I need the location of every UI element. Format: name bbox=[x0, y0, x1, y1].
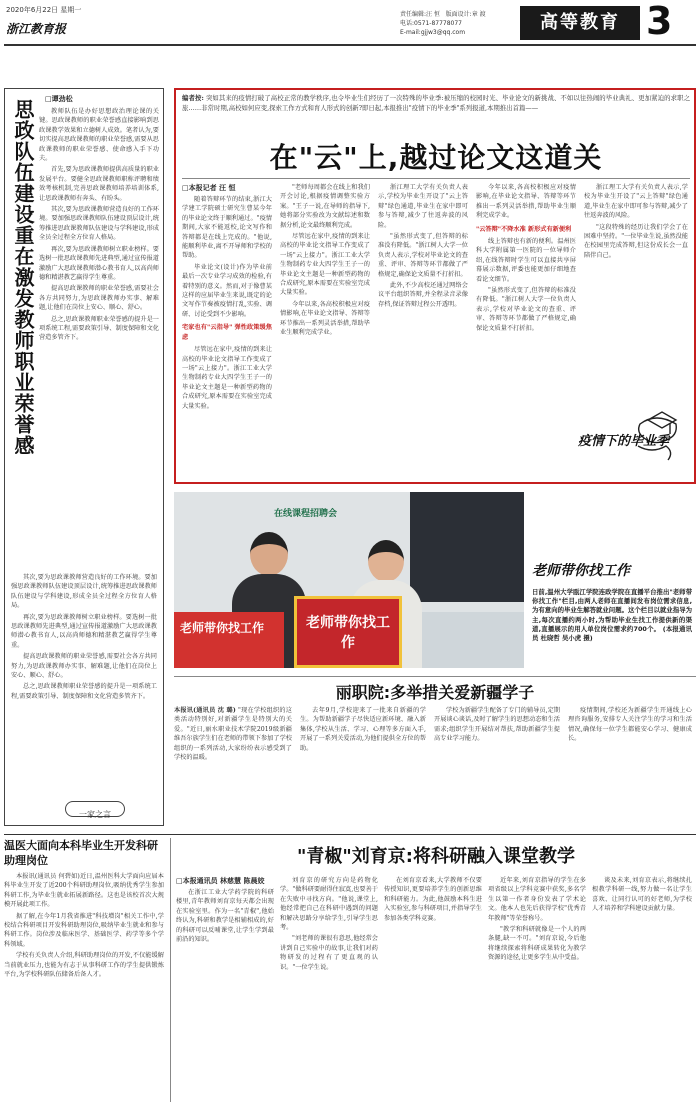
page-number: 3 bbox=[646, 0, 673, 43]
lead-paragraph: 毕业论文(设计)作为毕业前最后一次专业学习成效的检验,有着特别的意义。然而,对于像曹某这样的应届毕业生来说,既定的论文写作节奏被疫情打乱,实验、调研、讨论受到不少影响。 bbox=[182, 263, 272, 318]
photo-sign-text: 老师带你找工作 bbox=[306, 615, 390, 651]
lead-headline: 在"云"上,越过论文这道关 bbox=[269, 141, 603, 174]
left-paragraph: 总之,思政课教师职业荣誉感的提升是一项系统工程,需要政策引导、制度保障和文化营造多管齐下。 bbox=[11, 683, 157, 700]
left-column-title: 思政队伍建设重在激发教师职业荣誉感 bbox=[11, 99, 35, 456]
bottom-column-2 bbox=[280, 876, 378, 1102]
lijian-byline: 本报讯(通讯员 沈 璐) bbox=[174, 707, 236, 714]
left-paragraph: 再次,要为思政课教师树立职业榜样。要选树一批思政课教师先进典型,通过宣传报道激励广大思政课教师潜心教书育人,以高尚师德和精湛教艺赢得学生尊重。 bbox=[11, 613, 157, 649]
lead-paragraph: "老师每周都会在线上和我们开会讨论,根据疫情调整实验方案。"王子一说,在导师的指导下,她将部分实验改为文献综述和数据分析,论文最终顺利完成。 bbox=[280, 184, 370, 229]
lead-paragraph: 浙江理工大学有关负责人表示,学校为毕业生开设了"云上答辩"绿色通道,毕业生在家中即可参与答辩,减少了往返奔波的风险。 bbox=[584, 184, 688, 220]
side-brief-headline: 温医大面向本科毕业生开发科研助理岗位 bbox=[4, 839, 158, 867]
section-title: 高等教育 bbox=[540, 12, 620, 33]
designer-credit: 版面设计:章 渡 bbox=[445, 11, 486, 18]
bottom-paragraph: 谈及未来,刘育京表示,将继续扎根教学科研一线,努力做一名让学生喜欢、让同行认可的好老师,为学校人才培养和学科建设贡献力量。 bbox=[592, 877, 692, 913]
lead-column-2 bbox=[280, 183, 370, 477]
editor-note-text: 突如其来的疫情打破了高校正常的教学秩序,也令毕业生们经历了一次特殊的毕业季:被压缩的校园时光、毕业论文的新挑战、不如以往热闹的毕业典礼、更加紧迫的求职之旅……非常时期,高校如何应变,探索工作方式和育人形式的创新?即日起,本报推出"疫情下的毕业季"系列报道,本期推出首篇—— bbox=[182, 94, 690, 112]
bottom-byline: □本报通讯员 林慈慧 陈晨姣 bbox=[176, 877, 265, 885]
lead-paragraph: 线上答辩也有新的便利。温州医科大学附属第一医院的一位导师介绍,在线答辩时学生可以直接共享屏幕展示数据,评委也能更加仔细地查看论文细节。 bbox=[476, 238, 576, 283]
editor-credit: 责任编辑:汪 恒 bbox=[400, 11, 440, 18]
side-brief-body bbox=[4, 872, 164, 1102]
lead-paragraph: "虽然形式变了,但答辩的标准没有降低。"浙江树人大学一位负责人表示,学校对毕业论文的查重、评审、答辩等环节都做了严格规定,确保论文质量不打折扣。 bbox=[476, 287, 576, 332]
bottom-column-1 bbox=[176, 888, 274, 1102]
photo-badge: 老师带你找工作 bbox=[532, 563, 630, 579]
lead-paragraph: 此外,不少高校还通过网络会议平台组织答辩,并全程录音录像存档,保证答辩过程公开透明。 bbox=[378, 282, 468, 308]
photo-left-panel-text: 老师带你找工作 bbox=[180, 621, 265, 635]
editor-note bbox=[182, 94, 690, 124]
photo-left-panel bbox=[174, 612, 284, 668]
paper-name: 浙江教育报 bbox=[6, 22, 67, 36]
bottom-headline: "青椒"刘育京:将科研融入课堂教学 bbox=[297, 846, 575, 867]
bottom-paragraph: 在浙江工业大学药学院的科研楼里,青年教师刘育京每天都会出现在实验室里。作为一名"青椒",他始终认为,科研和教学是相辅相成的,好的科研可以反哺课堂,让学生学到最前沿的知识。 bbox=[176, 889, 274, 944]
column-tag-label: 一家之言 bbox=[79, 810, 111, 819]
side-brief-paragraph: 学校有关负责人介绍,科研助理岗位的开发,不仅能缓解当前就业压力,也能为有志于从事科研工作的学生提供锻炼平台,为学校科研队伍储备后备人才。 bbox=[4, 952, 164, 979]
lijian-column-4 bbox=[568, 706, 692, 826]
lijian-headline: 丽职院:多举措关爱新疆学子 bbox=[335, 683, 535, 702]
side-brief-paragraph: 据了解,在今年1月我省推进"科技增岗"相关工作中,学校结合科研项目开发科研助理岗位,吸纳毕业生就业和参与科研工作。岗位涉及临床医学、基础医学、药学等多个学科领域。 bbox=[4, 912, 164, 948]
photo-credit: (本报通讯员 杜晓哲 吴小虎 摄) bbox=[532, 624, 692, 643]
lijian-column-1 bbox=[174, 706, 292, 826]
headline-rule bbox=[182, 178, 690, 179]
left-paragraph: 提高思政课教师的职业荣誉感,需要社会各方共同努力,为思政课教师办实事、解难题,让他们在岗位上安心、顺心、舒心。 bbox=[39, 285, 159, 312]
left-column-body bbox=[39, 107, 159, 567]
lead-column-1 bbox=[182, 195, 272, 477]
photo-sign bbox=[294, 596, 402, 668]
lead-paragraph: 今年以来,各高校积极应对疫情影响,在毕业论文指导、答辩等环节推出一系列灵活举措,帮助毕业生顺利完成学业。 bbox=[476, 184, 576, 220]
left-paragraph: 提高思政课教师的职业荣誉感,需要社会各方共同努力,为思政课教师办实事、解难题,让他们在岗位上安心、顺心、舒心。 bbox=[11, 653, 157, 680]
lead-paragraph: 今年以来,各高校积极应对疫情影响,在毕业论文指导、答辩等环节推出一系列灵活举措,帮助毕业生顺利完成学业。 bbox=[280, 300, 370, 337]
lead-paragraph: 尽管远在家中,疫情的到来让高校的毕业论文指导工作变成了一场"云上接力"。浙江工业大学生物制药专业大四学生王子一的毕业论文主题是一种新型药物的合成研究,原本需要在实验室完成大量实验。 bbox=[182, 346, 272, 410]
masthead-rule bbox=[4, 44, 696, 46]
editor-note-label: 编者按: bbox=[182, 94, 204, 102]
lead-paragraph: 尽管远在家中,疫情的到来让高校的毕业论文指导工作变成了一场"云上接力"。浙江工业大学生物制药专业大四学生王子一的毕业论文主题是一种新型药物的合成研究,原本需要在实验室完成大量实验。 bbox=[280, 233, 370, 297]
left-column-body-lower bbox=[11, 573, 157, 788]
section-title-box bbox=[520, 6, 640, 40]
left-paragraph: 教师队伍是办好思想政治理论课的关键。思政课教师的职业荣誉感直接影响到思政课教学效果和立德树人成效。笔者认为,要切实提高思政课教师的职业荣誉感,需要从思政课教师的职业荣誉感、使命感入手下功夫。 bbox=[39, 108, 159, 163]
photo-caption: 日前,温州大学瓯江学院连政学院在直播平台推出"老师带你找工作"栏目,由两人老师在直播间发布岗位需求信息,为有意向的毕业生解答就业问题。这个栏目以就业指导为主,每次直播约两小时,为帮助毕业生找工作提供新的渠道,直播展示的用人单位岗位需求约700个。 bbox=[532, 588, 692, 633]
left-paragraph: 其次,要为思政课教师营造良好的工作环境。要加强思政课教师队伍建设顶层设计,统筹推进思政课教师队伍建设与学科建设,形成全员全过程全方位育人格局。 bbox=[11, 574, 157, 610]
bottom-paragraph: "教学和科研就像是一个人的两条腿,缺一不可。"刘育京说,今后他将继续探索将科研成果转化为教学资源的途径,让更多学生从中受益。 bbox=[488, 926, 586, 962]
lijian-column-3 bbox=[434, 706, 560, 826]
side-brief-paragraph: 本报讯(通讯员 何碧如)近日,温州医科大学面向应届本科毕业生开发了近200个科研助理岗位,吸纳优秀学生参加科研工作,为毕业生就业拓展新路径。这也是该校首次大规模开展此项工作。 bbox=[4, 873, 164, 909]
lead-paragraph: "虽然形式变了,但答辩的标准没有降低。"浙江树人大学一位负责人表示,学校对毕业论文的查重、评审、答辩等环节都做了严格规定,确保论文质量不打折扣。 bbox=[378, 233, 468, 278]
bottom-paragraph: "刘老师的课很有意思,他经常会讲到自己实验中的故事,让我们对药物研发的过程有了更直观的认识。"一位学生说。 bbox=[280, 935, 378, 971]
left-column bbox=[4, 88, 164, 826]
lijian-paragraph: 疫情期间,学校还为新疆学生开通线上心理咨询服务,安排专人关注学生的学习和生活情况,确保每一位学生都能安心学习、健康成长。 bbox=[568, 707, 692, 743]
left-paragraph: 其次,要为思政课教师营造良好的工作环境。要加强思政课教师队伍建设顶层设计,统筹推进思政课教师队伍建设与学科建设,形成全员全过程全方位育人格局。 bbox=[39, 206, 159, 242]
lead-byline: □本报记者 汪 恒 bbox=[182, 184, 236, 192]
lead-column-3 bbox=[378, 183, 468, 477]
lijian-paragraph: 学校为新疆学生配备了专门的辅导员,定期开展谈心谈话,及时了解学生的思想动态和生活需求;组织学生开展结对帮扶,帮助新疆学生提高专业学习能力。 bbox=[434, 707, 560, 743]
left-paragraph: 再次,要为思政课教师树立职业榜样。要选树一批思政课教师先进典型,通过宣传报道激励广大思政课教师潜心教书育人,以高尚师德和精湛教艺赢得学生尊重。 bbox=[39, 245, 159, 281]
bottom-column-3 bbox=[384, 876, 482, 1102]
lower-section-rule bbox=[4, 834, 696, 835]
bottom-column-4 bbox=[488, 876, 586, 1102]
column-tag bbox=[65, 801, 125, 817]
lead-subhead: "云答辩"不降水准 新形式有新便利 bbox=[476, 225, 572, 233]
graduation-season-stamp bbox=[578, 390, 688, 476]
lead-paragraph: 浙江理工大学有关负责人表示,学校为毕业生开设了"云上答辩"绿色通道,毕业生在家中即可参与答辩,减少了往返奔波的风险。 bbox=[378, 184, 468, 229]
photo-story-image bbox=[174, 492, 524, 668]
bottom-paragraph: 近年来,刘育京指导的学生在多项省级以上学科竞赛中获奖,多名学生以第一作者身份发表了学术论文。他本人也先后获得学校"优秀青年教师"等荣誉称号。 bbox=[488, 877, 586, 922]
email-address: E-mail:gjjw3@qq.com bbox=[400, 29, 466, 36]
photo-backdrop-board bbox=[410, 492, 524, 602]
lead-column-4 bbox=[476, 183, 576, 477]
lijian-column-2 bbox=[300, 706, 426, 826]
lijian-paragraph: "现在学校组织的这类活动特别好,对新疆学生是特别大的关爱。"近日,丽水职业技术学院2019级新疆维吾尔族学生们在老师的带领下参加了学校组织的一系列活动,大家纷纷表示感受到了学校的温暖。 bbox=[174, 707, 292, 762]
photo-banner: 在线课程招聘会 bbox=[274, 509, 338, 519]
photo-caption-box bbox=[532, 588, 692, 672]
masthead-editor bbox=[400, 10, 530, 37]
lead-paragraph: 随着答辩环节的结束,浙江大学建工学院硕士研究生曹某今年的毕业论文终于顺利通过。"疫情期间,大家不能返校,论文写作和答辩都是在线上完成的。"他说,能顺利毕业,离不开导师和学校的帮助。 bbox=[182, 196, 272, 260]
masthead-date: 2020年6月22日 星期一 bbox=[6, 6, 82, 14]
phone-number: 电话:0571-87778077 bbox=[400, 20, 462, 27]
left-paragraph: 总之,思政课教师职业荣誉感的提升是一项系统工程,需要政策引导、制度保障和文化营造多管齐下。 bbox=[39, 315, 159, 342]
lijian-paragraph: 去年9月,学校迎来了一批来自新疆的学生。为帮助新疆学子尽快适应新环境、融入新集体,学校从生活、学习、心理等多方面入手,开展了一系列关爱活动,为他们提供全方位的帮助。 bbox=[300, 707, 426, 752]
lead-subhead: 宅家也有"云指导" 弹性政策缓焦虑 bbox=[182, 324, 272, 341]
bottom-paragraph: 刘育京的研究方向是药物化学。"做科研要耐得住寂寞,也要善于在失败中寻找方向。"他说,课堂上,他经常把自己在科研中遇到的问题和解决思路分享给学生,引导学生思考。 bbox=[280, 877, 378, 932]
bottom-paragraph: 在刘育京看来,大学教师不仅要传授知识,更要培养学生的创新思维和科研能力。为此,他鼓励本科生进入实验室,参与科研项目,并指导学生参加各类学科竞赛。 bbox=[384, 877, 482, 922]
graduation-season-label: 疫情下的毕业季 bbox=[578, 434, 670, 449]
side-brief-divider bbox=[170, 838, 171, 1102]
photo-story-rule bbox=[174, 676, 696, 677]
lead-paragraph: "这段特殊的经历让我们学会了在困难中坚持。"一位毕业生说,虽然没能在校园里完成答辩,但这份成长会一直陪伴自己。 bbox=[584, 223, 688, 259]
bottom-column-5 bbox=[592, 876, 692, 1102]
lead-column-5 bbox=[584, 183, 688, 383]
left-column-byline: □谭劲松 bbox=[45, 95, 73, 103]
left-paragraph: 首先,要为思政课教师提供高质量的职业发展平台。要健全思政课教师职称评聘和绩效考核机制,完善思政课教师培养培训体系,让思政课教师有奔头、有盼头。 bbox=[39, 166, 159, 202]
